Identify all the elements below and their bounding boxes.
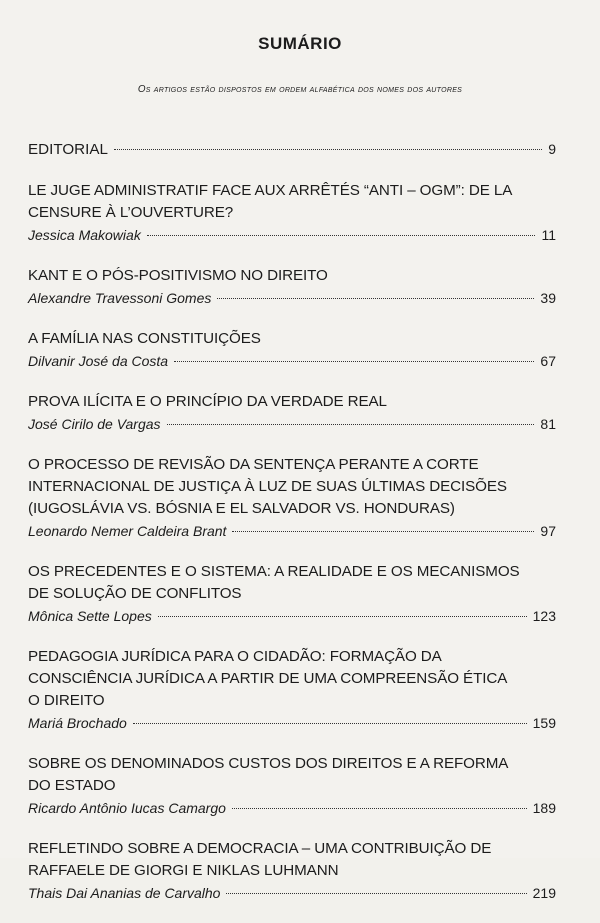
toc-line bbox=[28, 413, 556, 435]
article-title-line: (IUGOSLÁVIA VS. BÓSNIA E EL SALVADOR VS. HONDURAS) bbox=[28, 500, 455, 517]
article-title-line: PROVA ILÍCITA E O PRINCÍPIO DA VERDADE REAL bbox=[28, 393, 387, 410]
page-number: 219 bbox=[532, 885, 556, 901]
article-title-line: KANT E O PÓS-POSITIVISMO NO DIREITO bbox=[28, 267, 328, 284]
toc-entry bbox=[28, 753, 556, 819]
article-title-line: CENSURE À L’OUVERTURE? bbox=[28, 204, 234, 221]
article-title-line: RAFFAELE DE GIORGI E NIKLAS LUHMANN bbox=[28, 862, 339, 879]
toc-entry bbox=[28, 391, 556, 435]
toc-line bbox=[28, 605, 556, 627]
author-name: Leonardo Nemer Caldeira Brant bbox=[28, 523, 227, 539]
editorial-label: EDITORIAL bbox=[28, 141, 108, 158]
toc-entries bbox=[28, 180, 556, 904]
author-name: José Cirilo de Vargas bbox=[28, 416, 161, 432]
toc-line bbox=[28, 224, 556, 246]
toc-entry bbox=[28, 454, 556, 542]
article-title-line: LE JUGE ADMINISTRATIF FACE AUX ARRÊTÉS “ANTI – OGM”: DE LA bbox=[28, 182, 513, 199]
author-name: Alexandre Travessoni Gomes bbox=[28, 290, 212, 306]
author-name: Thais Dai Ananias de Carvalho bbox=[28, 885, 221, 901]
toc-line bbox=[28, 350, 556, 372]
dot-leader bbox=[232, 531, 534, 532]
dot-leader bbox=[174, 361, 534, 362]
dot-leader bbox=[114, 149, 542, 150]
article-title-line: DE SOLUÇÃO DE CONFLITOS bbox=[28, 585, 242, 602]
article-title-line: CONSCIÊNCIA JURÍDICA A PARTIR DE UMA COMPREENSÃO ÉTICA bbox=[28, 670, 508, 687]
article-title-line: A FAMÍLIA NAS CONSTITUIÇÕES bbox=[28, 330, 261, 347]
author-name: Mariá Brochado bbox=[28, 715, 127, 731]
page-number: 189 bbox=[532, 800, 556, 816]
toc-entry bbox=[28, 265, 556, 309]
toc-line bbox=[28, 138, 556, 161]
page-number: 9 bbox=[548, 141, 556, 157]
article-title-line: O DIREITO bbox=[28, 692, 105, 709]
toc-line bbox=[28, 882, 556, 904]
author-name: Jessica Makowiak bbox=[28, 227, 141, 243]
article-title-line: SOBRE OS DENOMINADOS CUSTOS DOS DIREITOS E A REFORMA bbox=[28, 755, 509, 772]
page-number: 159 bbox=[532, 715, 556, 731]
toc-line bbox=[28, 520, 556, 542]
toc-entry bbox=[28, 646, 556, 734]
article-title-line: DO ESTADO bbox=[28, 777, 116, 794]
page-number: 123 bbox=[532, 608, 556, 624]
article-title-line: OS PRECEDENTES E O SISTEMA: A REALIDADE E OS MECANISMOS bbox=[28, 563, 520, 580]
page-number: 81 bbox=[540, 416, 556, 432]
toc-entry bbox=[28, 180, 556, 246]
page-title: SUMÁRIO bbox=[258, 34, 342, 53]
article-title-line: O PROCESSO DE REVISÃO DA SENTENÇA PERANTE A CORTE bbox=[28, 456, 479, 473]
toc-line bbox=[28, 712, 556, 734]
dot-leader bbox=[147, 235, 536, 236]
author-name: Ricardo Antônio Iucas Camargo bbox=[28, 800, 226, 816]
page-number: 39 bbox=[540, 290, 556, 306]
article-title-line: INTERNACIONAL DE JUSTIÇA À LUZ DE SUAS ÚLTIMAS DECISÕES bbox=[28, 478, 507, 495]
toc-entry bbox=[28, 561, 556, 627]
article-title-line: PEDAGOGIA JURÍDICA PARA O CIDADÃO: FORMAÇÃO DA bbox=[28, 648, 442, 665]
page-subtitle: Os artigos estão dispostos em ordem alfabética dos nomes dos autores bbox=[137, 84, 463, 95]
dot-leader bbox=[158, 616, 527, 617]
page-number: 97 bbox=[540, 523, 556, 539]
page-number: 11 bbox=[541, 227, 556, 243]
toc-entry bbox=[28, 838, 556, 904]
toc-line bbox=[28, 797, 556, 819]
toc-line bbox=[28, 287, 556, 309]
author-name: Dilvanir José da Costa bbox=[28, 353, 169, 369]
dot-leader bbox=[232, 808, 527, 809]
toc-entry bbox=[28, 328, 556, 372]
dot-leader bbox=[167, 424, 535, 425]
article-title-line: REFLETINDO SOBRE A DEMOCRACIA – UMA CONTRIBUIÇÃO DE bbox=[28, 840, 492, 857]
toc-entry-editorial bbox=[28, 138, 556, 161]
page-number: 67 bbox=[540, 353, 556, 369]
author-name: Mônica Sette Lopes bbox=[28, 608, 152, 624]
dot-leader bbox=[217, 298, 534, 299]
dot-leader bbox=[133, 723, 527, 724]
dot-leader bbox=[226, 893, 526, 894]
table-of-contents bbox=[28, 138, 556, 923]
